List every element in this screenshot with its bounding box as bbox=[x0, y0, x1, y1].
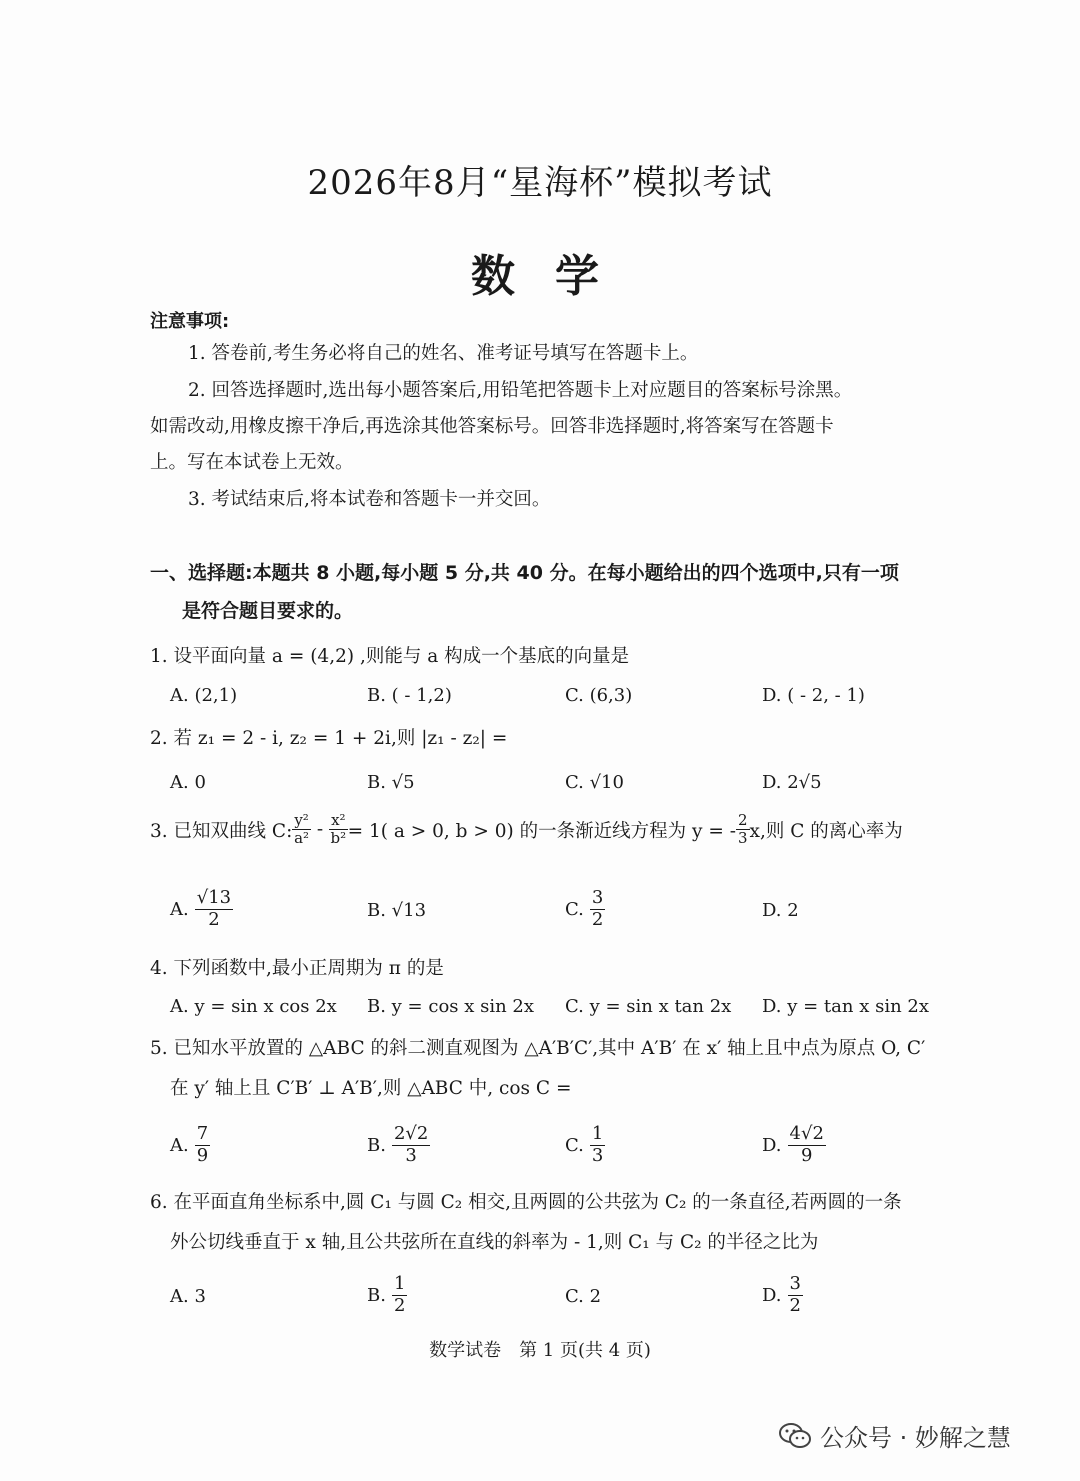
fraction-denominator: a² bbox=[294, 829, 310, 848]
fraction-denominator: 2 bbox=[789, 1294, 801, 1316]
fraction-denominator: 9 bbox=[800, 1144, 813, 1166]
q1-option-c: C. (6,3) bbox=[565, 685, 633, 706]
fraction-numerator: 7 bbox=[196, 1123, 209, 1144]
q6-option-c: C. 2 bbox=[565, 1286, 602, 1307]
q3-option-b: B. √13 bbox=[367, 900, 427, 921]
subject-title: 数学 bbox=[471, 251, 639, 302]
fraction-numerator: 2 bbox=[737, 811, 748, 829]
q4-option-a: A. y = sin x cos 2x bbox=[170, 996, 337, 1017]
notice-item-3: 3. 考试结束后,将本试卷和答题卡一并交回。 bbox=[188, 489, 551, 510]
option-label: B. bbox=[367, 1134, 386, 1156]
q5-option-d bbox=[762, 1124, 826, 1166]
watermark bbox=[778, 1418, 1011, 1453]
notice-item-2: 2. 回答选择题时,选出每小题答案后,用铅笔把答题卡上对应题目的答案标号涂黑。 bbox=[188, 380, 853, 401]
fraction bbox=[195, 888, 233, 930]
fraction-denominator: b² bbox=[330, 829, 347, 848]
option-label: B. bbox=[367, 1284, 386, 1306]
question-3-stem bbox=[150, 812, 903, 848]
fraction bbox=[392, 1274, 407, 1316]
fraction-numerator: √13 bbox=[196, 887, 232, 908]
fraction-denominator: 2 bbox=[208, 908, 220, 930]
q1-option-b: B. ( - 1,2) bbox=[367, 685, 452, 706]
fraction-numerator: 3 bbox=[789, 1273, 801, 1294]
q4-option-d: D. y = tan x sin 2x bbox=[762, 996, 929, 1017]
fraction bbox=[590, 1124, 605, 1166]
option-label: D. bbox=[762, 1134, 782, 1156]
q5-option-c bbox=[565, 1124, 605, 1166]
q2-option-c: C. √10 bbox=[565, 772, 624, 793]
fraction-denominator: 9 bbox=[196, 1144, 209, 1166]
q3-fraction-2-3 bbox=[736, 812, 750, 848]
q2-option-b: B. √5 bbox=[367, 772, 415, 793]
section-heading: 一、选择题:本题共 8 小题,每小题 5 分,共 40 分。在每小题给出的四个选项中,只有一项 bbox=[150, 562, 899, 584]
fraction-denominator: 3 bbox=[405, 1144, 417, 1166]
exam-title: 2026年8月“星海杯”模拟考试 bbox=[307, 163, 773, 203]
question-1-stem: 1. 设平面向量 a = (4,2) ,则能与 a 构成一个基底的向量是 bbox=[150, 646, 630, 667]
fraction-denominator: 3 bbox=[591, 1144, 604, 1166]
q4-option-c: C. y = sin x tan 2x bbox=[565, 996, 732, 1017]
q3-option-a bbox=[170, 888, 233, 930]
fraction-numerator: 2√2 bbox=[393, 1123, 429, 1144]
q5-option-a bbox=[170, 1124, 210, 1166]
option-label: A. bbox=[170, 898, 189, 920]
section-heading-cont: 是符合题目要求的。 bbox=[182, 600, 354, 622]
notice-item-2-cont: 如需改动,用橡皮擦干净后,再选涂其他答案标号。回答非选择题时,将答案写在答题卡 bbox=[150, 416, 834, 437]
q1-option-d: D. ( - 2, - 1) bbox=[762, 685, 865, 706]
q2-option-d: D. 2√5 bbox=[762, 772, 822, 793]
q1-option-a: A. (2,1) bbox=[170, 685, 238, 706]
option-label: C. bbox=[565, 1134, 584, 1156]
q3-fraction-x2-b2 bbox=[329, 812, 347, 848]
question-5-stem-cont: 在 y′ 轴上且 C′B′ ⊥ A′B′,则 △ABC 中, cos C = bbox=[170, 1078, 572, 1099]
fraction-numerator: y² bbox=[294, 811, 309, 829]
option-label: A. bbox=[170, 1134, 189, 1156]
fraction bbox=[392, 1124, 430, 1166]
q6-option-d bbox=[762, 1274, 803, 1316]
fraction-numerator: 4√2 bbox=[789, 1123, 824, 1144]
minus-sign: - bbox=[316, 819, 324, 841]
q3-option-d: D. 2 bbox=[762, 900, 799, 921]
option-label: D. bbox=[762, 1284, 782, 1306]
question-5-stem: 5. 已知水平放置的 △ABC 的斜二测直观图为 △A′B′C′,其中 A′B′ 在 x′ 轴上且中点为原点 O, C′ bbox=[150, 1038, 926, 1059]
question-2-stem: 2. 若 z₁ = 2 - i, z₂ = 1 + 2i,则 |z₁ - z₂| = bbox=[150, 728, 508, 749]
notice-heading: 注意事项: bbox=[150, 311, 230, 332]
q3-option-c bbox=[565, 888, 605, 930]
question-6-stem-cont: 外公切线垂直于 x 轴,且公共弦所在直线的斜率为 - 1,则 C₁ 与 C₂ 的半径之比为 bbox=[170, 1232, 819, 1253]
fraction-denominator: 2 bbox=[591, 908, 604, 930]
page-footer: 数学试卷 第 1 页(共 4 页) bbox=[429, 1340, 651, 1361]
fraction-numerator: 1 bbox=[591, 1123, 604, 1144]
question-4-stem: 4. 下列函数中,最小正周期为 π 的是 bbox=[150, 958, 444, 979]
notice-item-1: 1. 答卷前,考生务必将自己的姓名、准考证号填写在答题卡上。 bbox=[188, 343, 699, 364]
watermark-text: 公众号 · 妙解之慧 bbox=[820, 1424, 1011, 1452]
fraction bbox=[788, 1124, 826, 1166]
fraction-denominator: 3 bbox=[737, 829, 748, 848]
q6-option-a: A. 3 bbox=[170, 1286, 206, 1307]
q3-stem-end: x,则 C 的离心率为 bbox=[749, 820, 903, 842]
q6-option-b bbox=[367, 1274, 407, 1316]
q5-option-b bbox=[367, 1124, 430, 1166]
option-label: C. bbox=[565, 898, 584, 920]
fraction bbox=[195, 1124, 210, 1166]
q3-fraction-y2-a2 bbox=[292, 812, 311, 848]
question-6-stem: 6. 在平面直角坐标系中,圆 C₁ 与圆 C₂ 相交,且两圆的公共弦为 C₂ 的一条直径,若两圆的一条 bbox=[150, 1192, 902, 1213]
notice-item-2-end: 上。写在本试卷上无效。 bbox=[150, 452, 354, 473]
fraction bbox=[788, 1274, 803, 1316]
q3-stem-middle: = 1( a > 0, b > 0) 的一条渐近线方程为 y = - bbox=[347, 820, 736, 842]
fraction bbox=[590, 888, 605, 930]
q2-option-a: A. 0 bbox=[170, 772, 206, 793]
fraction-numerator: x² bbox=[331, 811, 346, 829]
fraction-numerator: 3 bbox=[591, 887, 604, 908]
fraction-denominator: 2 bbox=[393, 1294, 406, 1316]
q4-option-b: B. y = cos x sin 2x bbox=[367, 996, 535, 1017]
q3-stem-start: 3. 已知双曲线 C: bbox=[150, 820, 293, 842]
wechat-icon bbox=[778, 1422, 812, 1450]
fraction-numerator: 1 bbox=[393, 1273, 406, 1294]
